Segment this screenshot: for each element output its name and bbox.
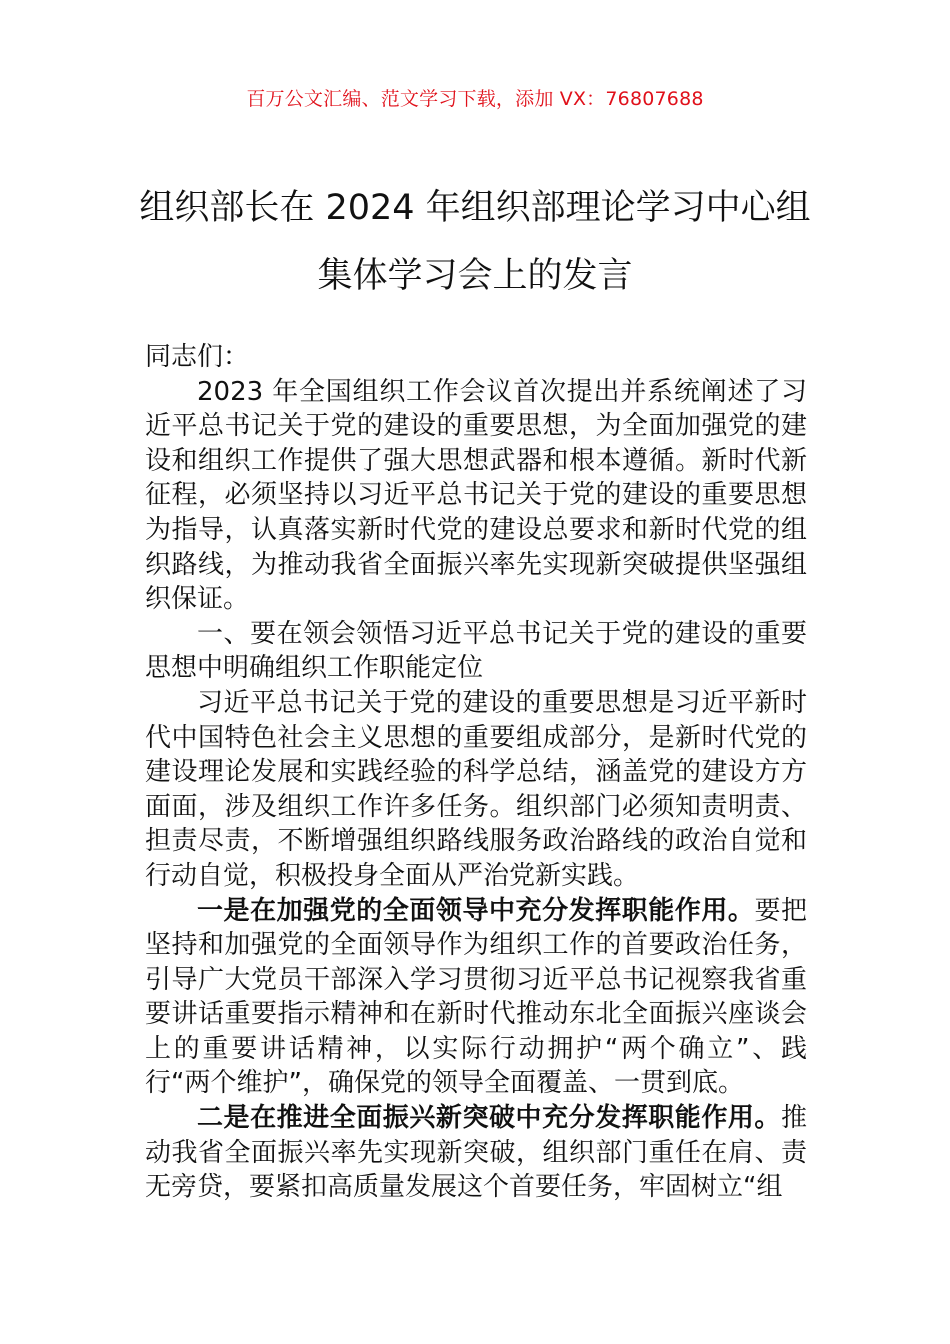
paragraph-intro: 2023 年全国组织工作会议首次提出并系统阐述了习近平总书记关于党的建设的重要思想，为全面加强党的建设和组织工作提供了强大思想武器和根本遵循。新时代新征程，必须坚持以习近平总书记关于党的建设的重要思想为指导，认真落实新时代党的建设总要求和新时代党的组织路线，为推动我省全面振兴率先实现新突破提供坚强组织保证。 (145, 376, 807, 615)
paragraph-point-1 (145, 894, 807, 1102)
title-line-1: 组织部长在 2024 年组织部理论学习中心组 (139, 188, 811, 228)
title-line-2: 集体学习会上的发言 (317, 256, 633, 296)
point-1-text: 要把坚持和加强党的全面领导作为组织工作的首要政治任务，引导广大党员干部深入学习贯彻习近平总书记视察我省重要讲话重要指示精神和在新时代推动东北全面振兴座谈会上的重要讲话精神，以实际行动拥护“两个确立”、践行“两个维护”，确保党的领导全面覆盖、一贯到底。 (145, 895, 807, 1099)
page-title (120, 174, 830, 310)
section-heading-1: 一、要在领会领悟习近平总书记关于党的建设的重要思想中明确组织工作职能定位 (145, 618, 807, 684)
paragraph-point-2 (145, 1101, 807, 1205)
point-2-lead: 二是在推进全面振兴新突破中充分发挥职能作用。 (197, 1103, 781, 1134)
document-body (145, 340, 807, 1205)
watermark-header: 百万公文汇编、范文学习下载，添加 VX：76807688 (246, 88, 704, 110)
point-1-lead: 一是在加强党的全面领导中充分发挥职能作用。 (197, 895, 755, 926)
paragraph-section-1: 习近平总书记关于党的建设的重要思想是习近平新时代中国特色社会主义思想的重要组成部分，是新时代党的建设理论发展和实践经验的科学总结，涵盖党的建设方方面面，涉及组织工作许多任务。组织部门必须知责明责、担责尽责，不断增强组织路线服务政治路线的政治自觉和行动自觉，积极投身全面从严治党新实践。 (145, 687, 807, 891)
point-2-text: 推动我省全面振兴率先实现新突破，组织部门重任在肩、责无旁贷，要紧扣高质量发展这个首要任务，牢固树立“组 (145, 1103, 807, 1203)
salutation: 同志们： (145, 342, 250, 372)
